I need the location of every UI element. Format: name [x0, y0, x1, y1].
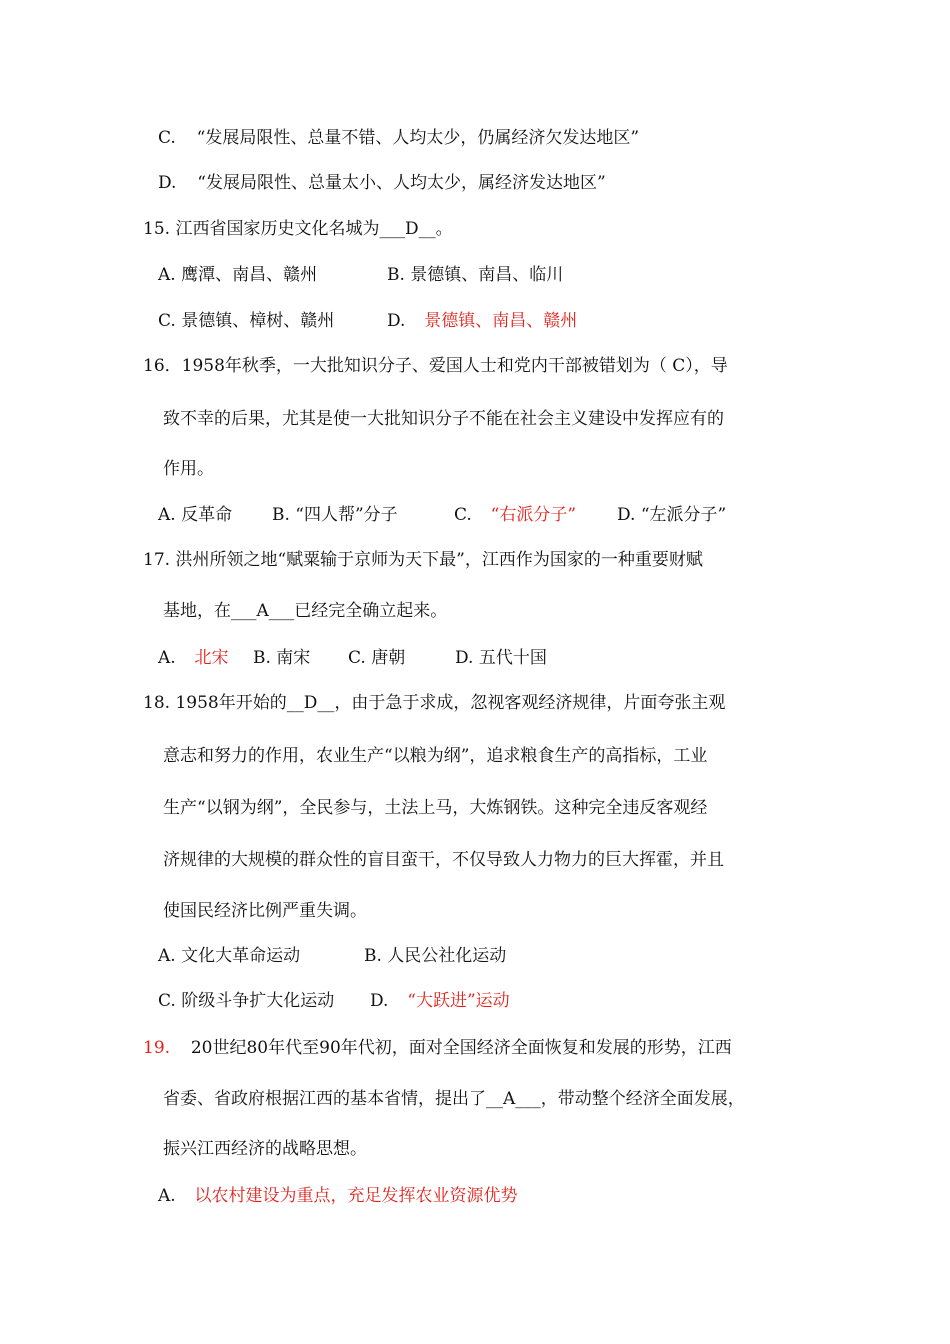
- q14-option-d-text: “发展局限性、总量太小、人均太少，属经济发达地区”: [197, 173, 606, 193]
- q18-question-line2: 意志和努力的作用，农业生产“以粮为纲”，追求粮食生产的高指标，工业: [163, 746, 708, 766]
- q17-option-a-label: A.: [158, 648, 176, 668]
- q18-question-line5: 使国民经济比例严重失调。: [163, 901, 367, 921]
- q14-option-d: [158, 172, 606, 194]
- q18-option-c: C. 阶级斗争扩大化运动: [158, 991, 335, 1011]
- q16-question-line2: 致不幸的后果，尤其是使一大批知识分子不能在社会主义建设中发挥应有的: [163, 409, 724, 429]
- q16-option-c-label: C.: [454, 505, 472, 525]
- q17-question-line2: 基地，在___A___已经完全确立起来。: [163, 601, 448, 621]
- q14-option-d-label: D.: [158, 173, 177, 193]
- q15-answer-highlight: 景德镇、南昌、赣州: [424, 311, 578, 331]
- q17-option-d: D. 五代十国: [455, 648, 547, 668]
- q19-number: 19.: [143, 1038, 171, 1058]
- q16-option-b: B. “四人帮”分子: [272, 505, 398, 525]
- q18-option-a: A. 文化大革命运动: [158, 946, 301, 966]
- q19-question-line3: 振兴江西经济的战略思想。: [163, 1139, 367, 1159]
- q16-option-d: D. “左派分子”: [617, 505, 727, 525]
- q18-answer-highlight: “大跃进”运动: [407, 991, 510, 1011]
- q19-question-line2: 省委、省政府根据江西的基本省情，提出了__A___，带动整个经济全面发展，: [163, 1089, 745, 1109]
- q15-question: 15. 江西省国家历史文化名城为___D__。: [143, 219, 453, 239]
- q17-answer-highlight: 北宋: [194, 648, 229, 668]
- q19-option-a-label: A.: [158, 1186, 176, 1206]
- q17-option-c: C. 唐朝: [348, 648, 406, 668]
- q15-option-c: C. 景德镇、樟树、赣州: [158, 311, 335, 331]
- q17-option-a: [158, 647, 229, 669]
- q19-question-text: 20世纪80年代至90年代初，面对全国经济全面恢复和发展的形势，江西: [190, 1038, 732, 1058]
- q19-answer-highlight: 以农村建设为重点，充足发挥农业资源优势: [194, 1186, 518, 1206]
- q16-option-a: A. 反革命: [158, 505, 233, 525]
- q16-option-c: [454, 504, 576, 526]
- q18-question-line4: 济规律的大规模的群众性的盲目蛮干，不仅导致人力物力的巨大挥霍，并且: [163, 850, 724, 870]
- q16-question-line1: 16．1958年秋季，一大批知识分子、爱国人士和党内干部被错划为（ C），导: [143, 356, 728, 376]
- q15-option-b: B. 景德镇、南昌、临川: [387, 265, 564, 285]
- q14-option-c-label: C.: [158, 128, 176, 148]
- q18-question-line1: 18. 1958年开始的__D__，由于急于求成，忽视客观经济规律，片面夸张主观: [143, 693, 726, 713]
- q18-option-d-label: D.: [370, 991, 389, 1011]
- q16-answer-highlight: “右派分子”: [490, 505, 577, 525]
- q15-option-d: [387, 310, 577, 332]
- q19-question-line1: [143, 1037, 732, 1059]
- q17-question-line1: 17. 洪州所领之地“赋粟输于京师为天下最”，江西作为国家的一种重要财赋: [143, 550, 703, 570]
- q14-option-c-text: “发展局限性、总量不错、人均太少，仍属经济欠发达地区”: [196, 128, 640, 148]
- q15-option-a: A. 鹰潭、南昌、赣州: [158, 265, 318, 285]
- q17-option-b: B. 南宋: [253, 648, 311, 668]
- q15-option-d-label: D.: [387, 311, 406, 331]
- q18-option-b: B. 人民公社化运动: [364, 946, 507, 966]
- q16-question-line3: 作用。: [163, 459, 214, 479]
- q18-question-line3: 生产“以钢为纲”，全民参与，土法上马，大炼钢铁。这种完全违反客观经: [163, 798, 708, 818]
- q14-option-c: [158, 127, 639, 149]
- q18-option-d: [370, 990, 510, 1012]
- q19-option-a: [158, 1185, 518, 1207]
